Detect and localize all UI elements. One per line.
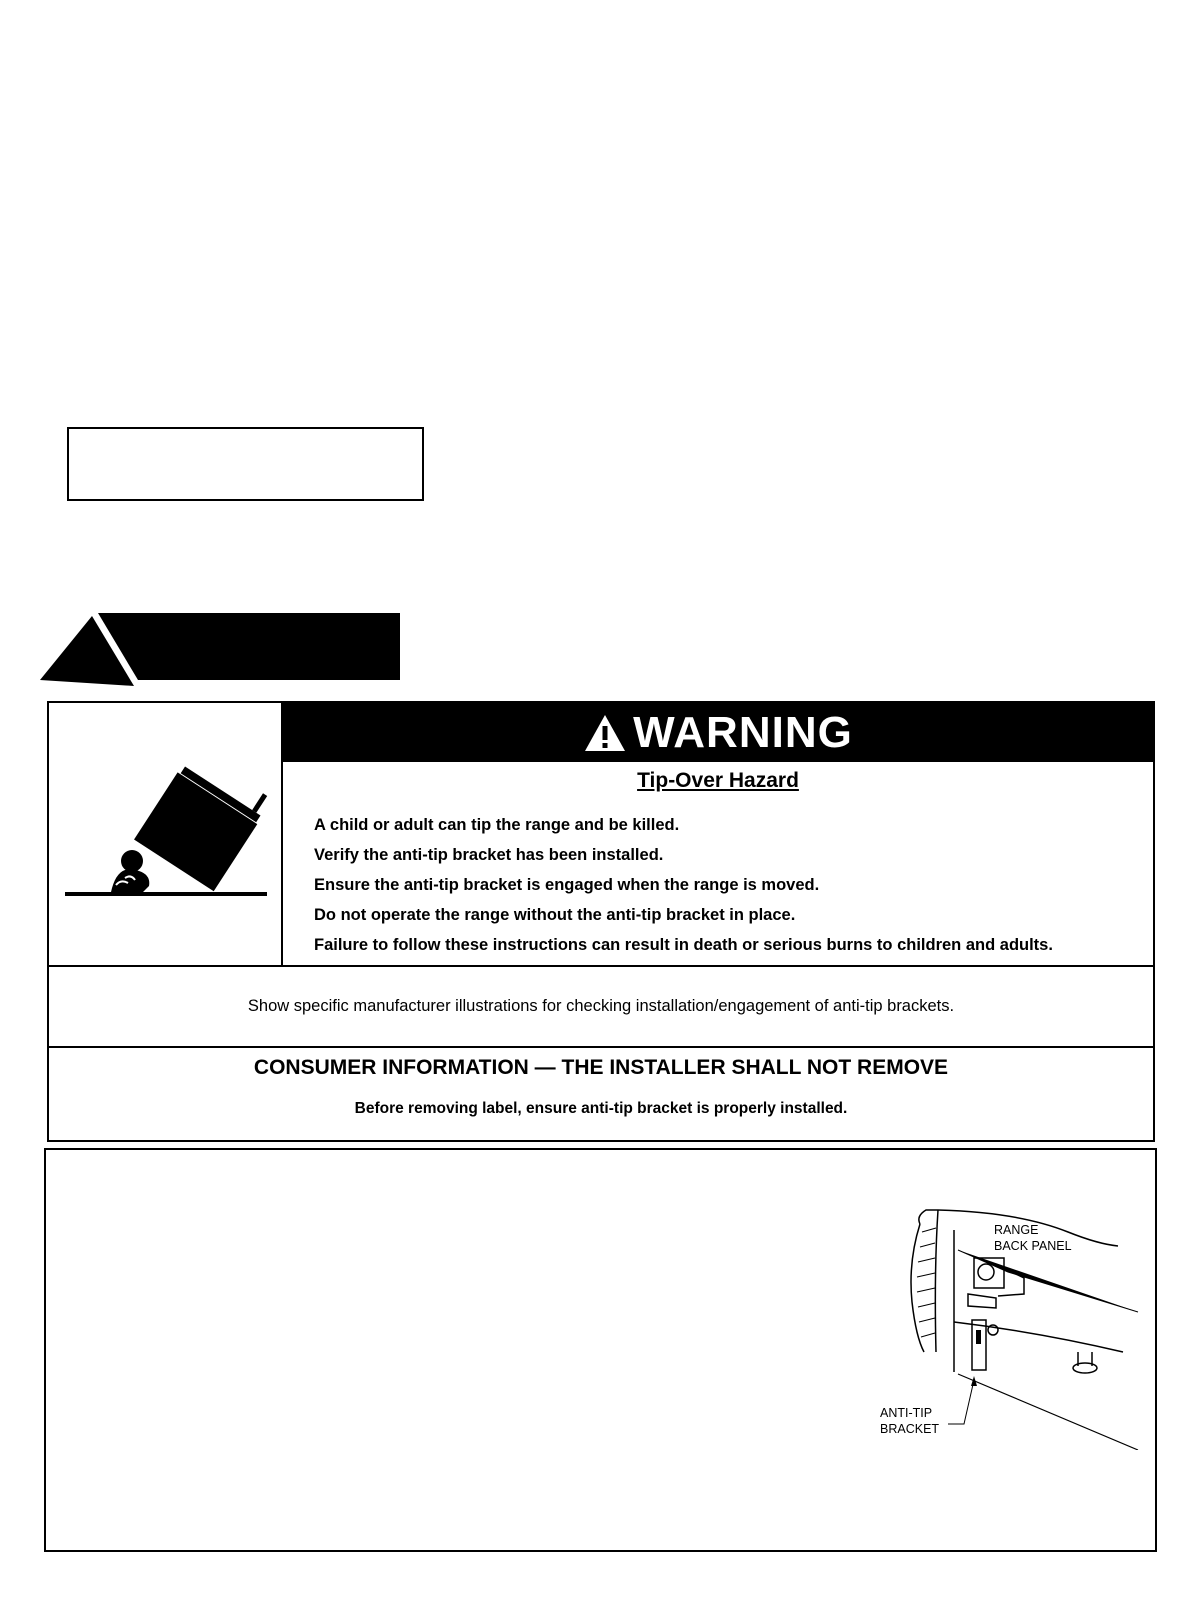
hazard-statements	[314, 810, 1133, 960]
signal-word: WARNING	[633, 707, 853, 757]
hazard-statement: Failure to follow these instructions can result in death or serious burns to children and adults.	[314, 936, 1053, 954]
range-back-panel-label: BACK PANEL	[994, 1239, 1072, 1253]
divider	[49, 1046, 1153, 1048]
range-back-panel-label: RANGE	[994, 1223, 1039, 1237]
empty-text-box	[67, 427, 424, 501]
divider	[49, 965, 1153, 967]
hazard-statement: Do not operate the range without the anti-tip bracket in place.	[314, 906, 796, 924]
hazard-title: Tip-Over Hazard	[637, 769, 799, 792]
pictogram-cell	[49, 703, 283, 965]
consumer-heading: CONSUMER INFORMATION — THE INSTALLER SHALL NOT REMOVE	[253, 1056, 949, 1079]
consumer-subtext: Before removing label, ensure anti-tip bracket is properly installed.	[354, 1100, 848, 1117]
illustration-frame	[44, 1148, 1157, 1552]
warning-header	[283, 703, 1153, 762]
tip-over-warning-label	[47, 701, 1155, 1142]
tip-over-hazard-pictogram-icon	[49, 703, 283, 965]
anti-tip-bracket-label: BRACKET	[880, 1422, 940, 1436]
anti-tip-bracket-illustration	[878, 1202, 1158, 1450]
alert-triangle-icon	[583, 713, 627, 753]
hazard-statement: Ensure the anti-tip bracket is engaged when the range is moved.	[314, 876, 820, 894]
manufacturer-note: Show specific manufacturer illustrations for checking installation/engagement of anti-tip brackets.	[247, 997, 955, 1015]
anti-tip-bracket-label: ANTI-TIP	[880, 1406, 933, 1420]
hazard-statement: A child or adult can tip the range and be killed.	[314, 816, 680, 834]
hazard-statement: Verify the anti-tip bracket has been installed.	[314, 846, 664, 864]
black-banner-with-triangle-icon	[40, 610, 400, 686]
